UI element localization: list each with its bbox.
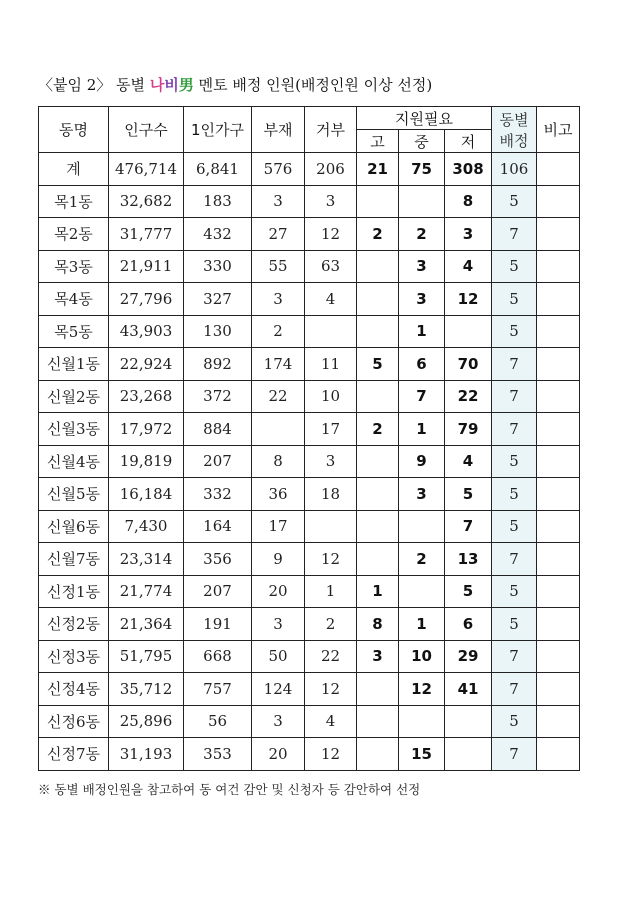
absent-cell: 50	[252, 640, 305, 673]
header-assignment-line2: 배정	[499, 131, 529, 150]
dong-cell: 신월3동	[39, 413, 109, 446]
support-high-cell	[357, 543, 399, 576]
absent-cell: 9	[252, 543, 305, 576]
assignment-cell: 7	[492, 413, 537, 446]
single-household-cell: 207	[184, 575, 252, 608]
refuse-cell: 3	[305, 445, 357, 478]
population-cell: 17,972	[109, 413, 184, 446]
note-cell	[537, 283, 580, 316]
note-cell	[537, 608, 580, 641]
support-low-cell: 7	[445, 510, 492, 543]
support-high-cell: 2	[357, 413, 399, 446]
refuse-cell: 2	[305, 608, 357, 641]
assignment-cell: 5	[492, 315, 537, 348]
support-low-cell: 5	[445, 575, 492, 608]
support-low-cell: 79	[445, 413, 492, 446]
note-cell	[537, 575, 580, 608]
population-cell: 35,712	[109, 673, 184, 706]
refuse-cell: 12	[305, 543, 357, 576]
note-cell	[537, 218, 580, 251]
mentor-assignment-table	[38, 106, 580, 771]
table-row	[39, 705, 580, 738]
refuse-cell: 10	[305, 380, 357, 413]
note-cell	[537, 185, 580, 218]
support-high-cell	[357, 673, 399, 706]
support-mid-cell: 1	[399, 315, 445, 348]
logo-part-3: 男	[178, 76, 194, 94]
assignment-cell: 5	[492, 575, 537, 608]
support-high-cell	[357, 283, 399, 316]
population-cell: 51,795	[109, 640, 184, 673]
note-cell	[537, 250, 580, 283]
dong-cell: 신정2동	[39, 608, 109, 641]
absent-cell: 174	[252, 348, 305, 381]
population-cell: 7,430	[109, 510, 184, 543]
dong-cell: 계	[39, 153, 109, 186]
single-household-cell: 183	[184, 185, 252, 218]
support-high-cell	[357, 510, 399, 543]
refuse-cell: 4	[305, 705, 357, 738]
header-population: 인구수	[109, 107, 184, 153]
support-high-cell: 2	[357, 218, 399, 251]
header-high: 고	[357, 130, 399, 153]
table-row	[39, 413, 580, 446]
single-household-cell: 356	[184, 543, 252, 576]
single-household-cell: 432	[184, 218, 252, 251]
dong-cell: 목2동	[39, 218, 109, 251]
title-prefix: 〈붙임 2〉 동별	[38, 76, 150, 94]
refuse-cell: 63	[305, 250, 357, 283]
single-household-cell: 330	[184, 250, 252, 283]
page-title	[38, 74, 432, 95]
assignment-cell: 5	[492, 445, 537, 478]
table-row	[39, 543, 580, 576]
single-household-cell: 332	[184, 478, 252, 511]
support-mid-cell: 75	[399, 153, 445, 186]
single-household-cell: 353	[184, 738, 252, 771]
dong-cell: 목1동	[39, 185, 109, 218]
single-household-cell: 757	[184, 673, 252, 706]
support-low-cell: 3	[445, 218, 492, 251]
support-low-cell: 22	[445, 380, 492, 413]
population-cell: 16,184	[109, 478, 184, 511]
note-cell	[537, 153, 580, 186]
table-row	[39, 640, 580, 673]
population-cell: 32,682	[109, 185, 184, 218]
assignment-cell: 7	[492, 640, 537, 673]
table-body	[39, 153, 580, 771]
table-row	[39, 673, 580, 706]
refuse-cell	[305, 510, 357, 543]
single-household-cell: 6,841	[184, 153, 252, 186]
population-cell: 21,774	[109, 575, 184, 608]
dong-cell: 신월1동	[39, 348, 109, 381]
assignment-cell: 5	[492, 185, 537, 218]
header-support-needed: 지원필요	[357, 107, 492, 130]
dong-cell: 신정3동	[39, 640, 109, 673]
absent-cell: 27	[252, 218, 305, 251]
refuse-cell: 22	[305, 640, 357, 673]
note-cell	[537, 413, 580, 446]
note-cell	[537, 510, 580, 543]
support-low-cell	[445, 315, 492, 348]
absent-cell: 8	[252, 445, 305, 478]
table-row	[39, 250, 580, 283]
single-household-cell: 130	[184, 315, 252, 348]
support-high-cell	[357, 250, 399, 283]
table-row	[39, 445, 580, 478]
support-mid-cell: 3	[399, 250, 445, 283]
note-cell	[537, 543, 580, 576]
dong-cell: 신정1동	[39, 575, 109, 608]
population-cell: 23,268	[109, 380, 184, 413]
note-cell	[537, 673, 580, 706]
absent-cell: 3	[252, 185, 305, 218]
support-low-cell: 29	[445, 640, 492, 673]
single-household-cell: 327	[184, 283, 252, 316]
support-mid-cell: 15	[399, 738, 445, 771]
support-low-cell: 4	[445, 250, 492, 283]
population-cell: 21,911	[109, 250, 184, 283]
support-high-cell: 8	[357, 608, 399, 641]
single-household-cell: 668	[184, 640, 252, 673]
table-row	[39, 218, 580, 251]
support-mid-cell: 3	[399, 283, 445, 316]
support-high-cell	[357, 478, 399, 511]
table-row	[39, 738, 580, 771]
support-mid-cell: 1	[399, 413, 445, 446]
logo-part-1: 나	[149, 76, 165, 94]
header-single-household: 1인가구	[184, 107, 252, 153]
absent-cell	[252, 413, 305, 446]
refuse-cell: 17	[305, 413, 357, 446]
support-mid-cell: 7	[399, 380, 445, 413]
note-cell	[537, 348, 580, 381]
single-household-cell: 191	[184, 608, 252, 641]
single-household-cell: 164	[184, 510, 252, 543]
refuse-cell	[305, 315, 357, 348]
population-cell: 21,364	[109, 608, 184, 641]
support-high-cell	[357, 185, 399, 218]
support-mid-cell: 2	[399, 543, 445, 576]
support-low-cell: 70	[445, 348, 492, 381]
assignment-cell: 7	[492, 348, 537, 381]
note-cell	[537, 478, 580, 511]
logo-part-2: 비	[164, 76, 179, 94]
support-mid-cell	[399, 185, 445, 218]
support-low-cell	[445, 738, 492, 771]
support-high-cell	[357, 705, 399, 738]
dong-cell: 신월2동	[39, 380, 109, 413]
note-cell	[537, 315, 580, 348]
support-low-cell: 41	[445, 673, 492, 706]
note-cell	[537, 445, 580, 478]
assignment-cell: 7	[492, 380, 537, 413]
support-mid-cell: 9	[399, 445, 445, 478]
table-row	[39, 283, 580, 316]
single-household-cell: 372	[184, 380, 252, 413]
support-low-cell: 13	[445, 543, 492, 576]
population-cell: 31,777	[109, 218, 184, 251]
header-dong: 동명	[39, 107, 109, 153]
refuse-cell: 3	[305, 185, 357, 218]
absent-cell: 3	[252, 705, 305, 738]
support-low-cell: 8	[445, 185, 492, 218]
population-cell: 23,314	[109, 543, 184, 576]
nabinam-logo	[150, 76, 194, 94]
header-note: 비고	[537, 107, 580, 153]
population-cell: 27,796	[109, 283, 184, 316]
dong-cell: 신월5동	[39, 478, 109, 511]
note-cell	[537, 640, 580, 673]
table-row	[39, 348, 580, 381]
single-household-cell: 56	[184, 705, 252, 738]
support-mid-cell: 12	[399, 673, 445, 706]
support-high-cell	[357, 445, 399, 478]
support-mid-cell	[399, 575, 445, 608]
assignment-cell: 7	[492, 218, 537, 251]
support-mid-cell: 6	[399, 348, 445, 381]
assignment-cell: 5	[492, 705, 537, 738]
refuse-cell: 18	[305, 478, 357, 511]
dong-cell: 신정7동	[39, 738, 109, 771]
note-cell	[537, 380, 580, 413]
assignment-cell: 7	[492, 673, 537, 706]
assignment-cell: 7	[492, 543, 537, 576]
support-low-cell: 6	[445, 608, 492, 641]
dong-cell: 신월4동	[39, 445, 109, 478]
absent-cell: 17	[252, 510, 305, 543]
population-cell: 25,896	[109, 705, 184, 738]
support-low-cell	[445, 705, 492, 738]
dong-cell: 목3동	[39, 250, 109, 283]
support-high-cell: 5	[357, 348, 399, 381]
support-high-cell: 3	[357, 640, 399, 673]
population-cell: 22,924	[109, 348, 184, 381]
table-row	[39, 608, 580, 641]
population-cell: 476,714	[109, 153, 184, 186]
absent-cell: 576	[252, 153, 305, 186]
support-mid-cell: 1	[399, 608, 445, 641]
support-mid-cell: 10	[399, 640, 445, 673]
refuse-cell: 11	[305, 348, 357, 381]
table-row	[39, 153, 580, 186]
refuse-cell: 12	[305, 738, 357, 771]
support-high-cell: 1	[357, 575, 399, 608]
population-cell: 43,903	[109, 315, 184, 348]
single-household-cell: 207	[184, 445, 252, 478]
absent-cell: 2	[252, 315, 305, 348]
note-cell	[537, 738, 580, 771]
title-suffix: 멘토 배정 인원(배정인원 이상 선정)	[193, 76, 433, 94]
header-absent: 부재	[252, 107, 305, 153]
refuse-cell: 12	[305, 218, 357, 251]
dong-cell: 신월6동	[39, 510, 109, 543]
refuse-cell: 1	[305, 575, 357, 608]
assignment-cell: 5	[492, 250, 537, 283]
assignment-cell: 5	[492, 283, 537, 316]
absent-cell: 124	[252, 673, 305, 706]
table-row	[39, 575, 580, 608]
support-low-cell: 308	[445, 153, 492, 186]
refuse-cell: 206	[305, 153, 357, 186]
absent-cell: 55	[252, 250, 305, 283]
absent-cell: 36	[252, 478, 305, 511]
population-cell: 19,819	[109, 445, 184, 478]
header-refuse: 거부	[305, 107, 357, 153]
header-assignment	[492, 107, 537, 153]
header-assignment-line1: 동별	[499, 110, 529, 129]
absent-cell: 3	[252, 283, 305, 316]
support-mid-cell	[399, 705, 445, 738]
header-mid: 중	[399, 130, 445, 153]
dong-cell: 신월7동	[39, 543, 109, 576]
refuse-cell: 12	[305, 673, 357, 706]
table-row	[39, 380, 580, 413]
population-cell: 31,193	[109, 738, 184, 771]
support-low-cell: 5	[445, 478, 492, 511]
single-household-cell: 892	[184, 348, 252, 381]
absent-cell: 22	[252, 380, 305, 413]
header-low: 저	[445, 130, 492, 153]
absent-cell: 3	[252, 608, 305, 641]
table-row	[39, 315, 580, 348]
footnote: ※ 동별 배정인원을 참고하여 동 여건 감안 및 신청자 등 감안하여 선정	[38, 782, 421, 797]
note-cell	[537, 705, 580, 738]
assignment-cell: 5	[492, 478, 537, 511]
absent-cell: 20	[252, 738, 305, 771]
support-high-cell	[357, 315, 399, 348]
dong-cell: 신정6동	[39, 705, 109, 738]
absent-cell: 20	[252, 575, 305, 608]
assignment-cell: 5	[492, 510, 537, 543]
assignment-cell: 5	[492, 608, 537, 641]
dong-cell: 목5동	[39, 315, 109, 348]
support-high-cell: 21	[357, 153, 399, 186]
refuse-cell: 4	[305, 283, 357, 316]
support-high-cell	[357, 380, 399, 413]
assignment-cell: 106	[492, 153, 537, 186]
table-row	[39, 185, 580, 218]
table-row	[39, 478, 580, 511]
single-household-cell: 884	[184, 413, 252, 446]
support-mid-cell	[399, 510, 445, 543]
dong-cell: 신정4동	[39, 673, 109, 706]
dong-cell: 목4동	[39, 283, 109, 316]
support-mid-cell: 3	[399, 478, 445, 511]
support-low-cell: 12	[445, 283, 492, 316]
support-low-cell: 4	[445, 445, 492, 478]
support-mid-cell: 2	[399, 218, 445, 251]
support-high-cell	[357, 738, 399, 771]
assignment-cell: 7	[492, 738, 537, 771]
table-row	[39, 510, 580, 543]
